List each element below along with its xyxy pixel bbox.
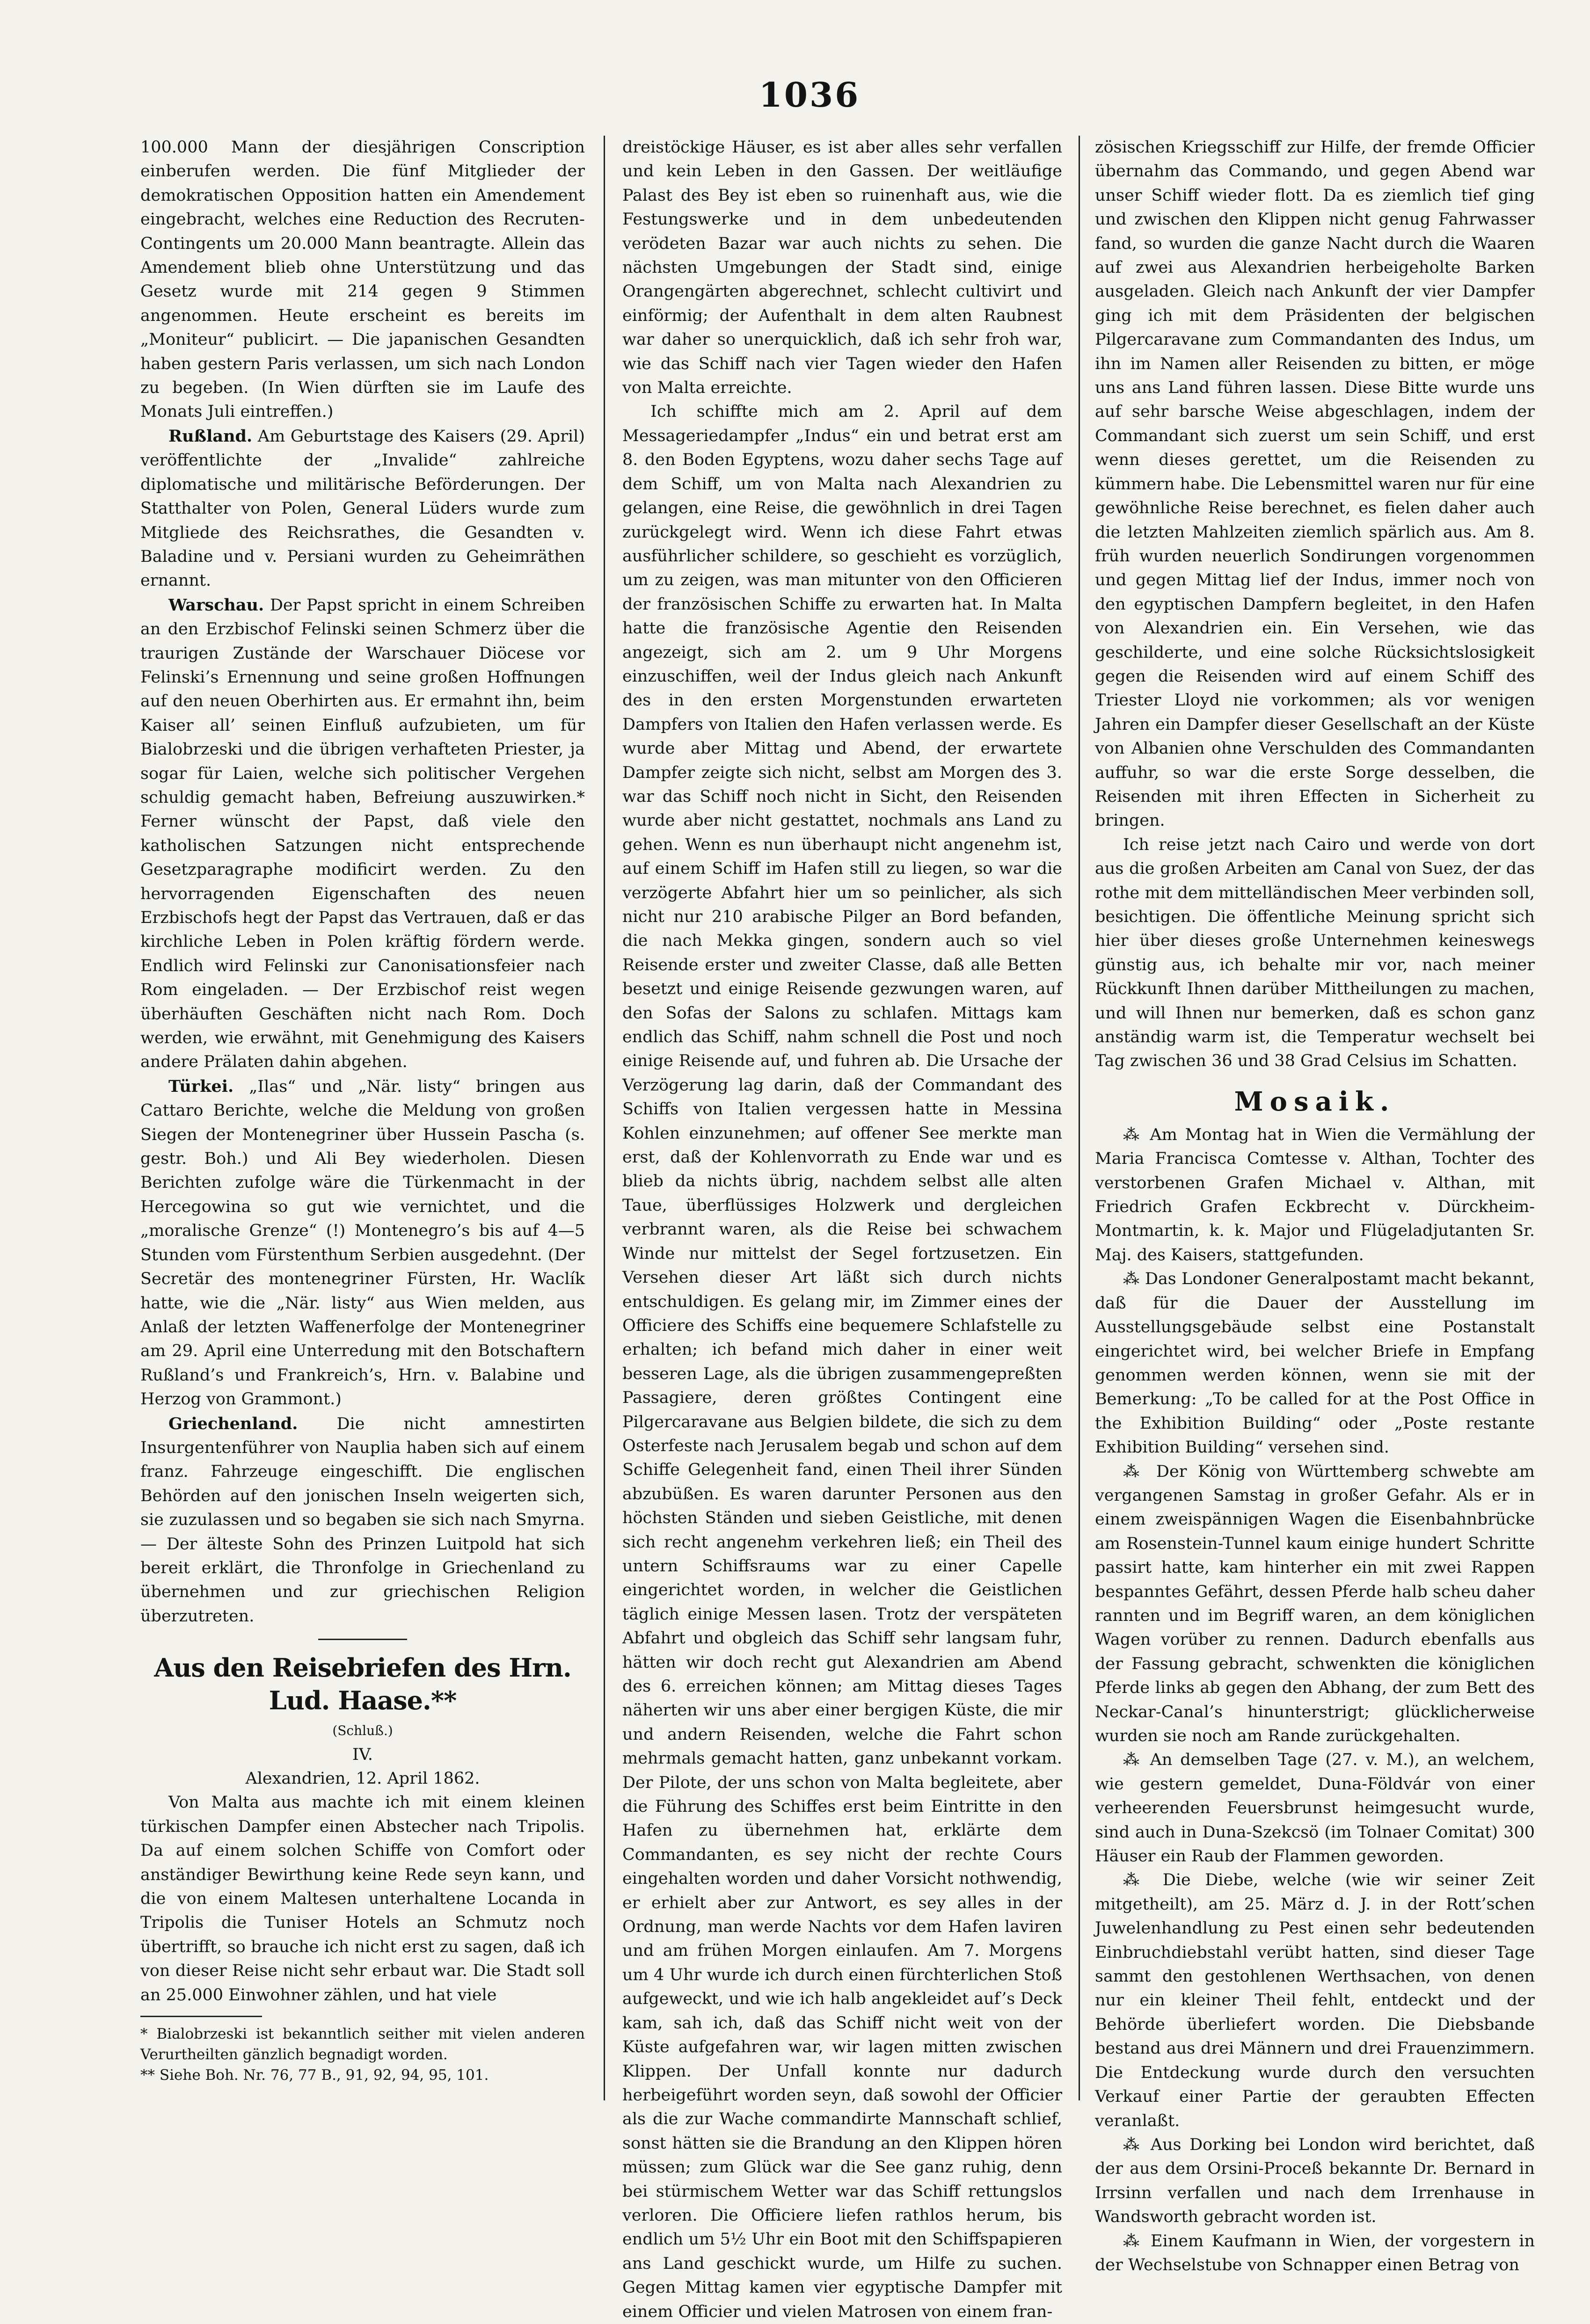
article-paragraph: Von Malta aus machte ich mit einem kleinen türkischen Dampfer einen Abstecher nach Tripolis. Da auf einem solchen Schiffe von Comfort oder anständiger Bewirthung keine Rede seyn kann, und die von einem Maltesen unterhaltene Locanda in Tripolis die Tuniser Hotels an Schmutz noch übertrifft, so brauche ich nicht erst zu sagen, daß ich von dieser Reise nicht sehr erbaut war. Die Stadt soll an 25.000 Einwohner zählen, und hat viele [140,1793,585,2004]
article-title: Aus den Reisebriefen des Hrn. Lud. Haase.** [154,1653,571,1716]
mosaik-item: ⁂ Die Diebe, welche (wie wir seiner Zeit mitgetheilt), am 25. März d. J. in der Rott’schen Juwelenhandlung zu Pest einen sehr bedeutenden Einbruchdiebstahl verübt hatten, sind dieser Tage sammt den gestohlenen Werthsachen, von denen nur ein kleiner Theil fehlt, entdeckt und der Behörde überliefert worden. Die Diebsbande bestand aus drei Männern und drei Frauenzimmern. Die Entdeckung wurde durch den versuchten Verkauf einer Partie der geraubten Effecten veranlaßt. [1095,1871,1535,2130]
column-3-paragraph-2: Ich reise jetzt nach Cairo und werde von dort aus die großen Arbeiten am Canal von Suez, der das rothe mit dem mittelländischen Meer verbinden soll, besichtigen. Die öffentliche Meinung spricht sich hier über dieses große Unternehmen keineswegs günstig aus, ich behalte mir vor, nach meiner Rückkunft Ihnen darüber Mittheilungen zu machen, und will Ihnen nur bemerken, daß es schon ganz anständig warm ist, die Temperatur wechselt bei Tag zwischen 36 und 38 Grad Celsius im Schatten. [1095,835,1535,1071]
column-3 [1095,136,1535,2274]
mosaik-item: ⁂ Das Londoner Generalpostamt macht bekannt, daß für die Dauer der Ausstellung im Ausstellungsgebäude selbst eine Postanstalt eingerichtet wird, bei welcher Briefe in Empfang genommen werden können, wenn sie mit der Bemerkung: „To be called for at the Post Office in the Exhibition Building“ oder „Poste restante Exhibition Building“ versehen sind. [1095,1270,1535,1457]
footnote-1: * Bialobrzeski ist bekanntlich seither mit vielen anderen Verurtheilten gänzlich begnadigt worden. [140,2026,585,2063]
russland-heading: Rußland. [168,426,253,446]
warschau-heading: Warschau. [168,595,264,615]
griechenland-heading: Griechenland. [168,1414,298,1433]
mosaik-heading: Mosaik. [1234,1086,1396,1117]
column-2 [622,136,1062,2321]
column-3-paragraph-1: zösischen Kriegsschiff zur Hilfe, der fremde Officier übernahm das Commando, und gegen Abend war unser Schiff wieder flott. Da es ziemlich tief ging und zwischen den Klippen nicht genug Fahrwasser fand, so wurden die ganze Nacht durch die Waaren auf zwei aus Alexandrien herbeigeholte Barken ausgeladen. Gleich nach Ankunft der vier Dampfer ging ich mit dem Präsidenten der belgischen Pilgercaravane zum Commandanten des Indus, um ihn im Namen aller Reisenden zu bitten, er möge uns ans Land führen lassen. Diese Bitte wurde uns auf sehr barsche Weise abgeschlagen, indem der Commandant sich zuerst um sein Schiff, und erst wenn dieses gerettet, um die Reisenden zu kümmern habe. Die Lebensmittel waren nur für eine gewöhnliche Reise berechnet, es fielen daher auch die letzten Mahlzeiten ziemlich spärlich aus. Am 8. früh wurden neuerlich Sondirungen vorgenommen und gegen Mittag lief der Indus, immer noch von den egyptischen Dampfern begleitet, in den Hafen von Alexandrien ein. Ein Versehen, wie das geschilderte, und eine solche Rücksichtslosigkeit gegen die Reisenden wird auf einem Schiff des Triester Lloyd nie vorkommen; als vor wenigen Jahren ein Dampfer dieser Gesellschaft an der Küste von Albanien ohne Verschulden des Commandanten auffuhr, so war die erste Sorge desselben, die Reisenden mit ihren Effecten in Sicherheit zu bringen. [1095,138,1535,830]
section-divider [318,1639,407,1640]
griechenland-text: Die nicht amnestirten Insurgentenführer von Nauplia haben sich auf einem franz. Fahrzeuge eingeschifft. Die englischen Behörden auf den jonischen Inseln weigerten sich, sie zuzulassen und so begaben sie sich nach Smyrna. — Der älteste Sohn des Prinzen Luitpold hat sich bereit erklärt, die Thronfolge in Griechenland zu übernehmen und zur griechischen Religion überzutreten. [140,1414,585,1626]
article-note: (Schluß.) [332,1723,393,1739]
mosaik-item: ⁂ Aus Dorking bei London wird berichtet, daß der aus dem Orsini-Proceß bekannte Dr. Bernard in Irrsinn verfallen und nach dem Irrenhause in Wandsworth gebracht worden ist. [1095,2135,1535,2227]
tuerkei-heading: Türkei. [168,1076,234,1096]
mosaik-item: ⁂ An demselben Tage (27. v. M.), an welchem, wie gestern gemeldet, Duna-Földvár von einer verheerenden Feuersbrunst heimgesucht wurde, sind auch in Duna-Szekcsö (im Tolnaer Comitat) 300 Häuser ein Raub der Flammen geworden. [1095,1750,1535,1866]
russland-text: Am Geburtstage des Kaisers (29. April) veröffentlichte der „Invalide“ zahlreiche diplomatische und militärische Beförderungen. Der Statthalter von Polen, General Lüders wurde zum Mitgliede des Reichsrathes, die Gesandten v. Baladine und v. Persiani wurden zu Geheimräthen ernannt. [140,427,585,590]
column-2-paragraph-2: Ich schiffte mich am 2. April auf dem Messageriedampfer „Indus“ ein und betrat erst am 8. den Boden Egyptens, wozu daher sechs Tage auf dem Schiff, um von Malta nach Alexandrien zu gelangen, eine Reise, die gewöhnlich in drei Tagen zurückgelegt wird. Wenn ich diese Fahrt etwas ausführlicher schildere, so geschieht es vorzüglich, um zu zeigen, was man mitunter von den Officieren der französischen Schiffe zu erwarten hat. In Malta hatte die französische Agentie den Reisenden angezeigt, sich am 2. um 9 Uhr Morgens einzuschiffen, weil der Indus gleich nach Ankunft des in den ersten Morgenstunden erwarteten Dampfers von Italien den Hafen verlassen werde. Es wurde aber Mittag und Abend, der erwartete Dampfer zeigte sich nicht, selbst am Morgen des 3. war das Schiff noch nicht in Sicht, den Reisenden wurde aber nicht gestattet, nochmals ans Land zu gehen. Wenn es nun überhaupt nicht angenehm ist, auf einem Schiff im Hafen still zu liegen, so war die verzögerte Abfahrt hier um so peinlicher, als sich nicht nur 210 arabische Pilger an Bord befanden, die nach Mekka gingen, sondern auch so viel Reisende erster und zweiter Classe, daß alle Betten besetzt und einige Reisende gezwungen waren, auf den Sofas der Salons zu schlafen. Mittags kam endlich das Schiff, nahm schnell die Post und noch einige Reisende auf, und fuhren ab. Die Ursache der Verzögerung lag darin, daß der Commandant des Schiffs von Italien vergessen hatte in Messina Kohlen einzunehmen; auf offener See merkte man erst, daß der Kohlenvorrath zu Ende war und es blieb da nichts übrig, nachdem selbst alle alten Taue, überflüssiges Holzwerk und dergleichen verbrannt waren, als die Reise bei schwachem Winde nur mittelst der Segel fortzusetzen. Ein Versehen dieser Art läßt sich durch nichts entschuldigen. Es gelang mir, im Zimmer eines der Officiere des Schiffs eine bequemere Schlafstelle zu erhalten; ich befand mich daher in einer weit besseren Lage, als die übrigen zusammengepreßten Passagiere, deren größtes Contingent eine Pilgercaravane aus Belgien bildete, die sich zu dem Osterfeste nach Jerusalem begab und schon auf dem Schiffe Gelegenheit fand, einen Theil ihrer Sünden abzubüßen. Es waren darunter Personen aus den höchsten Ständen und sieben Geistliche, mit denen sich recht angenehm verkehren ließ; ein Theil des untern Schiffsraums war zu einer Capelle eingerichtet worden, in welcher die Geistlichen täglich einige Messen lasen. Trotz der verspäteten Abfahrt und obgleich das Schiff sehr langsam fuhr, hätten wir doch recht gut Alexandrien am Abend des 6. erreichen können; am Mittag dieses Tages näherten wir uns aber einer bergigen Küste, die mir und andern Reisenden, welche die Fahrt schon mehrmals gemacht hatten, ganz unbekannt vorkam. Der Pilote, der uns schon von Malta begleitete, aber die Führung des Schiffes erst beim Eintritte in den Hafen zu übernehmen hat, erklärte dem Commandanten, es sey nicht der rechte Cours eingehalten worden und daher Vorsicht nothwendig, er erhielt aber zur Antwort, es sey alles in der Ordnung, man werde Nachts vor dem Hafen laviren und am frühen Morgen einlaufen. Am 7. Morgens um 4 Uhr wurde ich durch einen fürchterlichen Stoß aufgeweckt, und wie ich halb angekleidet auf’s Deck kam, sah ich, daß das Schiff nicht weit von der Küste aufgefahren war, wir lagen mitten zwischen Klippen. Der Unfall konnte nur dadurch herbeigeführt worden seyn, daß sowohl der Officier als die zur Wache commandirte Mannschaft schlief, sonst hätten sie die Brandung an den Klippen hören müssen; zum Glück war die See ganz ruhig, denn bei stürmischem Wetter war das Schiff rettungslos verloren. Die Officiere liefen rathlos herum, bis endlich um 5½ Uhr ein Boot mit den Schiffspapieren ans Land geschickt wurde, um Hilfe zu suchen. Gegen Mittag kamen vier egyptische Dampfer mit einem Officier und vielen Matrosen von einem fran- [622,402,1062,2321]
page-number: 1036 [759,75,861,115]
article-dateline: Alexandrien, 12. April 1862. [245,1769,480,1788]
article-number: IV. [352,1745,373,1764]
tuerkei-paragraph [140,1075,585,1412]
footnote-divider [140,2016,262,2017]
column-rule-left [604,136,605,2100]
intro-paragraph: 100.000 Mann der diesjährigen Conscription einberufen werden. Die fünf Mitglieder der demokratischen Opposition hatten ein Amendement eingebracht, welches eine Reduction des Recruten-Contingents um 20.000 Mann beantragte. Allein das Amendement blieb ohne Unterstützung und das Gesetz wurde mit 214 gegen 9 Stimmen angenommen. Heute erscheint es bereits im „Moniteur“ publicirt. — Die japanischen Gesandten haben gestern Paris verlassen, um sich nach London zu begeben. (In Wien dürften sie im Laufe des Monats Juli eintreffen.) [140,138,585,421]
mosaik-item: ⁂ Der König von Württemberg schwebte am vergangenen Samstag in großer Gefahr. Als er in einem zweispännigen Wagen die Eisenbahnbrücke am Rosenstein-Tunnel kaum einige hundert Schritte passirt hatte, kam hinterher ein mit zwei Rappen bespanntes Gefährt, dessen Pferde halb scheu daher rannten und im Begriff waren, an dem königlichen Wagen vorüber zu rennen. Dadurch ebenfalls aus der Fassung gebracht, schwenkten die königlichen Pferde links ab gegen den Abhang, der zum Bett des Neckar-Canal’s hinunterstrigt; glücklicherweise wurden sie noch am Rande zurückgehalten. [1095,1462,1535,1745]
griechenland-paragraph [140,1412,585,1629]
column-1 [140,136,585,2100]
footnote-2: ** Siehe Boh. Nr. 76, 77 B., 91, 92, 94, 95, 101. [140,2067,489,2084]
russland-paragraph [140,424,585,593]
column-rule-right [1079,136,1080,2100]
mosaik-item: ⁂ Am Montag hat in Wien die Vermählung der Maria Francisca Comtesse v. Althan, Tochter des verstorbenen Grafen Michael v. Althan, mit Friedrich Grafen Eckbrecht v. Dürckheim-Montmartin, k. k. Major und Flügeladjutanten Sr. Maj. des Kaisers, stattgefunden. [1095,1125,1535,1264]
tuerkei-text: „Ilas“ und „När. listy“ bringen aus Cattaro Berichte, welche die Meldung von großen Siegen der Montenegriner über Hussein Pascha (s. gestr. Boh.) und Ali Bey wiederholen. Diesen Berichten zufolge wäre die Türkenmacht in der Hercegowina so gut wie vernichtet, und die „moralische Grenze“ (!) Montenegro’s bis auf 4—5 Stunden vom Fürstenthum Serbien ausgedehnt. (Der Secretär des montenegriner Fürsten, Hr. Waclík hatte, wie die „När. listy“ aus Wien melden, aus Anlaß der letzten Waffenerfolge der Montenegriner am 29. April eine Unterredung mit den Botschaftern Rußland’s und Frankreich’s, Hrn. v. Balabine und Herzog von Grammont.) [140,1077,585,1409]
column-2-paragraph-1: dreistöckige Häuser, es ist aber alles sehr verfallen und kein Leben in den Gassen. Der weitläufige Palast des Bey ist eben so ruinenhaft aus, wie die Festungswerke und in dem unbedeutenden verödeten Bazar war auch nichts zu sehen. Die nächsten Umgebungen der Stadt sind, einige Orangengärten abgerechnet, schlecht cultivirt und einförmig; der Aufenthalt in dem alten Raubnest war daher so unerquicklich, daß ich sehr froh war, wie das Schiff nach vier Tagen wieder den Hafen von Malta erreichte. [622,138,1062,398]
warschau-text: Der Papst spricht in einem Schreiben an den Erzbischof Felinski seinen Schmerz über die traurigen Zustände der Warschauer Diöcese vor Felinski’s Ernennung und seine großen Hoffnungen auf den neuen Oberhirten aus. Er ermahnt ihn, beim Kaiser all’ seinen Einfluß aufzubieten, um für Bialobrzeski und die übrigen verhafteten Priester, ja sogar für Laien, welche sich politischer Vergehen schuldig gemacht haben, Befreiung auszuwirken.* Ferner wünscht der Papst, daß viele den katholischen Satzungen nicht entsprechende Gesetzparagraphe modificirt werden. Zu den hervorragenden Eigenschaften des neuen Erzbischofs hegt der Papst das Vertrauen, daß er das kirchliche Leben in Polen kräftig fördern werde. Endlich wird Felinski zur Canonisationsfeier nach Rom eingeladen. — Der Erzbischof reist wegen überhäuften Geschäften nicht nach Rom. Doch werden, wie erwähnt, mit Genehmigung des Kaisers andere Prälaten dahin abgehen. [140,596,585,1072]
mosaik-item: ⁂ Einem Kaufmann in Wien, der vorgestern in der Wechselstube von Schnapper einen Betrag von [1095,2231,1535,2274]
warschau-paragraph [140,593,585,1075]
